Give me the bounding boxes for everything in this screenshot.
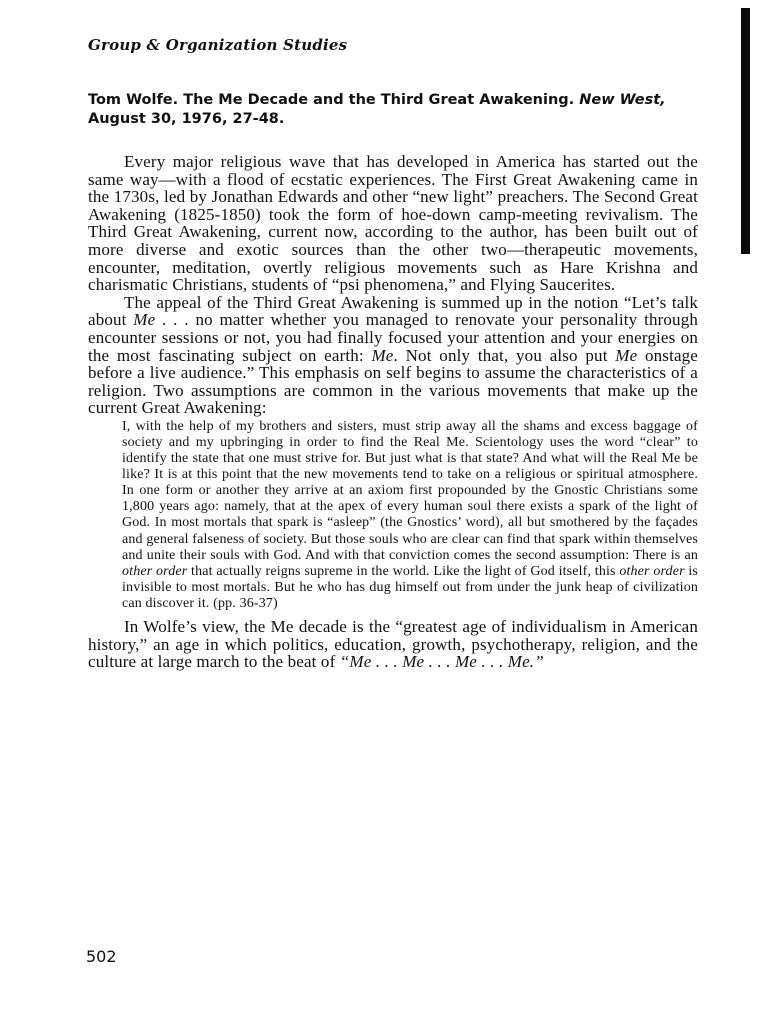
quote-text-a: I, with the help of my brothers and sisters, must strip away all the shams and excess baggage of society and my upbringing in order to find the Real Me. Scientology uses the word “clear” to identify the state that one must strive for. But just what is that state? And what will the Real Me be like? It is at this point that the new movements tend to take on a religious or spiritual atmosphere. In one form or another they arrive at an axiom first propounded by the Gnostic Christians some 1,800 years ago: namely, that at the apex of every human soul there exists a spark of the light of God. In most mortals that spark is “asleep” (the Gnostics’ word), all but smothered by the façades and general falseness of society. But those souls who are clear can find that spark within themselves and unite their souls with God. And with that conviction comes the second assumption: There is an [122, 418, 698, 563]
p2-emphasis-2: Me [371, 345, 394, 365]
p2-text-d: onstage before a live audience.” This emphasis on self begins to assume the characteristics of a religion. Two assumptions are common in the various movements that make up the current Great Awakening: [88, 345, 698, 418]
p2-text-b: . . . no matter whether you managed to renovate your personality through encounter sessions or not, you had finally focused your attention and your energies on the most fascinating subject on earth: [88, 310, 699, 365]
journal-header: Group & Organization Studies [88, 36, 348, 54]
quote-text-c: is invisible to most mortals. But he who has dug himself out from under the junk heap of civilization can discover it. (pp. 36-37) [122, 563, 699, 611]
page-number: 502 [86, 947, 117, 966]
citation-title: Tom Wolfe. The Me Decade and the Third Great Awakening. [88, 92, 575, 108]
paragraph-1: Every major religious wave that has developed in America has started out the same way—with a flood of ecstatic experiences. The First Great Awakening came in the 1730s, led by Jonathan Edwards and other “new light” preachers. The Second Great Awakening (1825-1850) took the form of hoe-down camp-meeting revivalism. The Third Great Awakening, current now, according to the author, has been built out of more diverse and exotic sources than the other two—therapeutic movements, encounter, meditation, overtly religious movements such as Hare Krishna and charismatic Christians, students of “psi phenomena,” and Flying Saucerites. [88, 152, 698, 295]
article-body [88, 153, 698, 671]
citation-date: August 30, 1976, 27-48. [88, 111, 285, 127]
quote-text-b: that actually reigns supreme in the world. Like the light of God itself, this [187, 563, 620, 579]
quote-emphasis-1: other order [122, 563, 188, 579]
paragraph-2 [88, 294, 698, 417]
citation-venue: New West, [579, 92, 666, 108]
citation [88, 91, 708, 129]
margin-bar [741, 8, 750, 254]
paragraph-3 [88, 618, 698, 671]
p2-text-a: The appeal of the Third Great Awakening is summed up in the notion “Let’s talk about [88, 292, 698, 330]
p2-emphasis-1: Me [133, 310, 156, 330]
block-quote [88, 419, 698, 612]
p2-emphasis-3: Me [615, 345, 638, 365]
p3-emphasis: “Me . . . Me . . . Me . . . Me.” [339, 652, 544, 672]
p3-text-a: In Wolfe’s view, the Me decade is the “greatest age of individualism in American history,” an age in which politics, education, growth, psychotherapy, religion, and the culture at large march to the beat of [88, 617, 698, 672]
p2-text-c: . Not only that, you also put [393, 345, 616, 365]
quote-emphasis-2: other order [619, 563, 685, 579]
